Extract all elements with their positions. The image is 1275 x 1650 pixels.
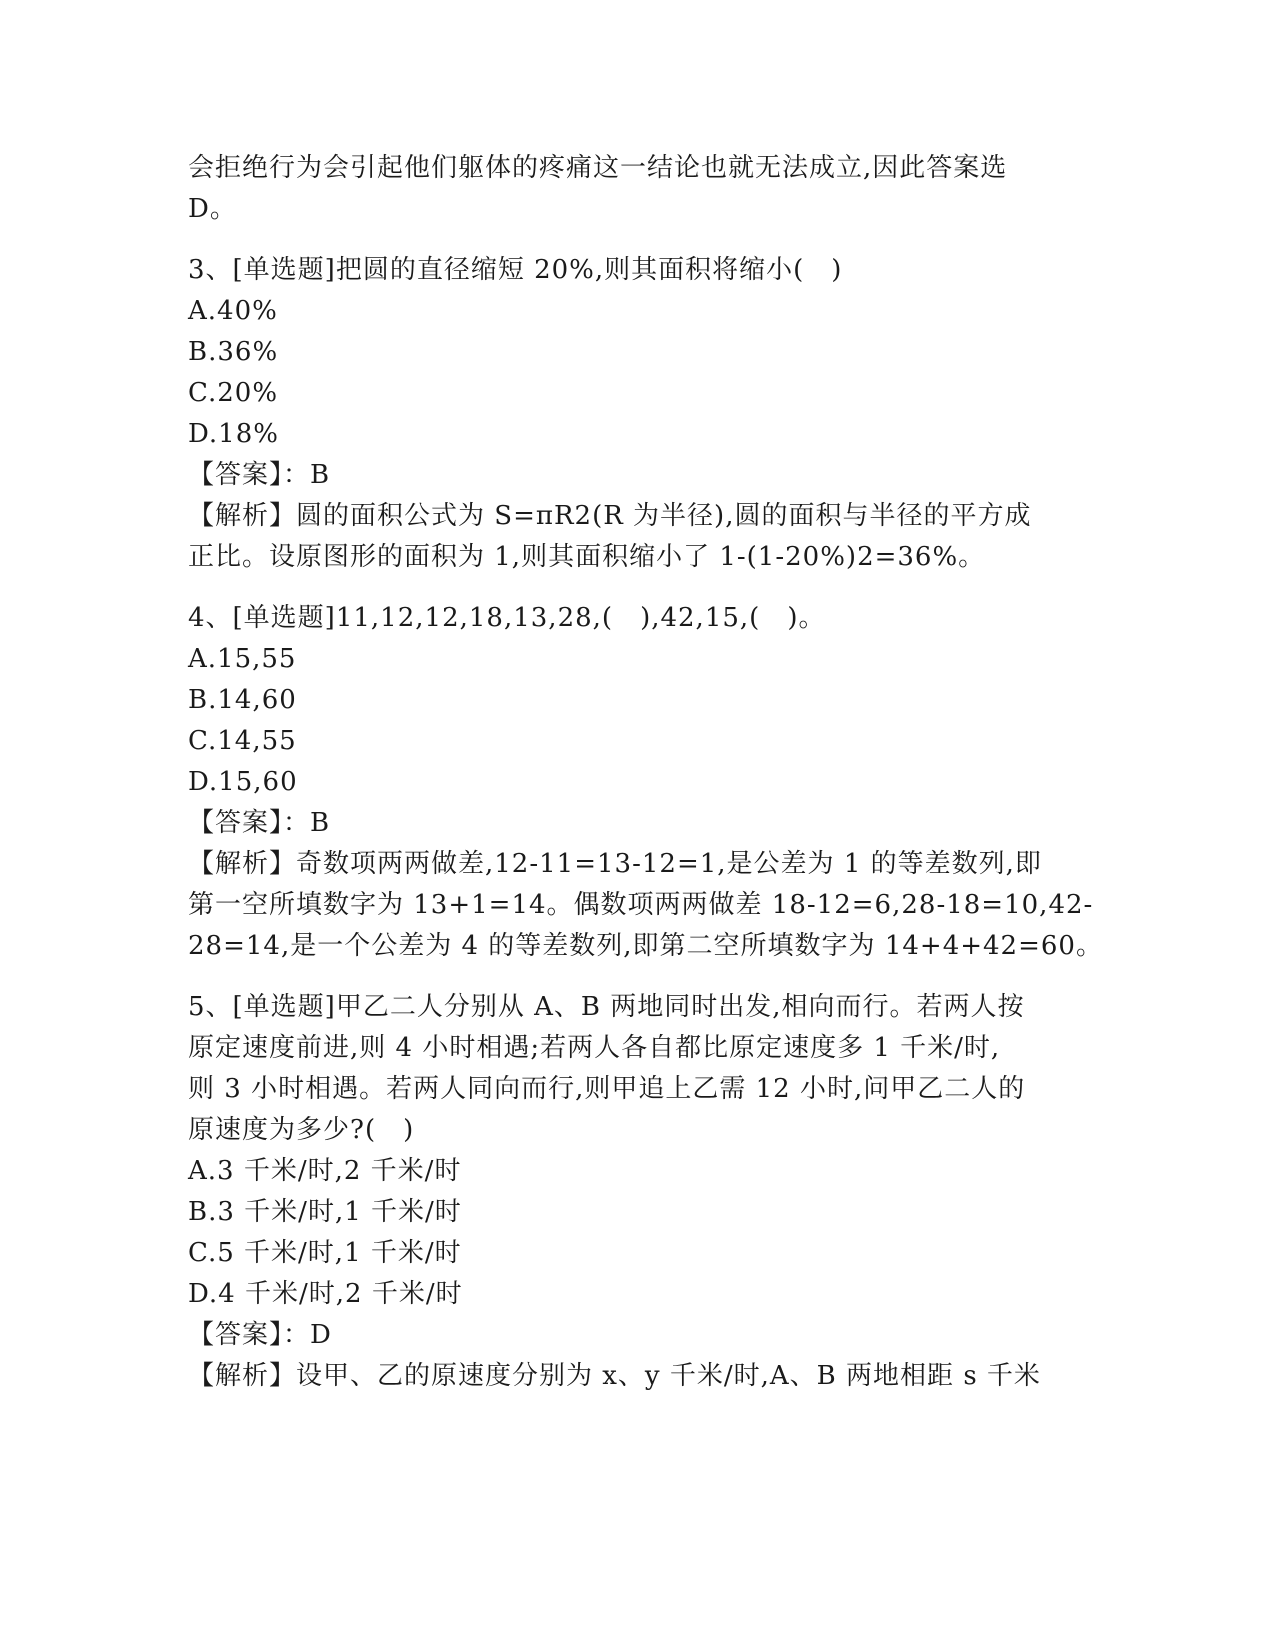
question-stem: 则 3 小时相遇。若两人同向而行,则甲追上乙需 12 小时,问甲乙二人的: [188, 1074, 1026, 1104]
analysis-line: 【解析】设甲、乙的原速度分别为 x、y 千米/时,A、B 两地相距 s 千米: [188, 1361, 1041, 1391]
option-d: D.18%: [188, 419, 279, 449]
analysis-line: 第一空所填数字为 13+1=14。偶数项两两做差 18-12=6,28-18=10,42-: [188, 890, 1094, 920]
answer-line: 【答案】：B: [188, 460, 331, 490]
answer-line: 【答案】：D: [188, 1320, 332, 1350]
text-line: 会拒绝行为会引起他们躯体的疼痛这一结论也就无法成立,因此答案选: [188, 153, 1008, 183]
option-b: B.3 千米/时,1 千米/时: [188, 1197, 462, 1227]
previous-analysis-continuation: [188, 148, 1088, 230]
analysis-line: 正比。设原图形的面积为 1,则其面积缩小了 1-(1-20%)2=36%。: [188, 542, 986, 572]
option-d: D.4 千米/时,2 千米/时: [188, 1279, 463, 1309]
option-a: A.3 千米/时,2 千米/时: [188, 1156, 462, 1186]
text-line: D。: [188, 194, 237, 224]
option-c: C.20%: [188, 378, 279, 408]
option-a: A.40%: [188, 296, 278, 326]
analysis-line: 【解析】圆的面积公式为 S=πR2(R 为半径),圆的面积与半径的平方成: [188, 501, 1032, 531]
option-a: A.15,55: [188, 644, 297, 674]
question-stem: 3、[单选题]把圆的直径缩短 20%,则其面积将缩小( ): [188, 255, 843, 285]
question-stem: 4、[单选题]11,12,12,18,13,28,( ),42,15,( )。: [188, 603, 826, 633]
question-4: [188, 598, 1103, 967]
option-c: C.14,55: [188, 726, 297, 756]
answer-line: 【答案】：B: [188, 808, 331, 838]
option-b: B.14,60: [188, 685, 297, 715]
question-stem: 原定速度前进,则 4 小时相遇;若两人各自都比原定速度多 1 千米/时,: [188, 1033, 1001, 1063]
option-b: B.36%: [188, 337, 279, 367]
question-stem: 原速度为多少?( ): [188, 1115, 415, 1145]
analysis-line: 【解析】奇数项两两做差,12-11=13-12=1,是公差为 1 的等差数列,即: [188, 849, 1042, 879]
option-d: D.15,60: [188, 767, 298, 797]
question-stem: 5、[单选题]甲乙二人分别从 A、B 两地同时出发,相向而行。若两人按: [188, 992, 1025, 1022]
analysis-line: 28=14,是一个公差为 4 的等差数列,即第二空所填数字为 14+4+42=60。: [188, 931, 1103, 961]
document-page: [188, 148, 1103, 1397]
question-5: [188, 987, 1088, 1397]
option-c: C.5 千米/时,1 千米/时: [188, 1238, 462, 1268]
question-3: [188, 250, 1088, 578]
